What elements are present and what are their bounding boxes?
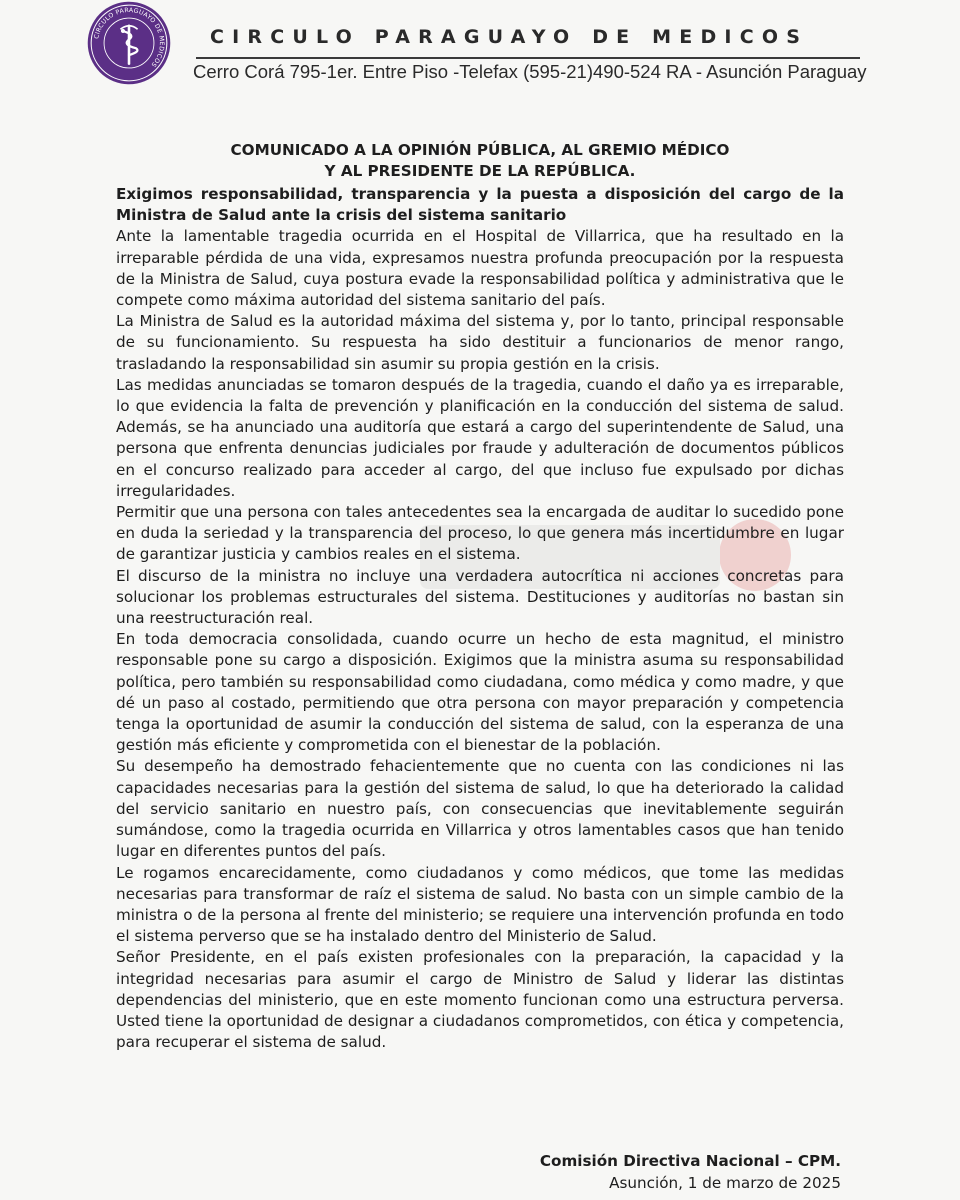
place-date: Asunción, 1 de marzo de 2025 (609, 1174, 841, 1192)
letterhead-divider (196, 57, 860, 59)
caduceus-icon (86, 0, 172, 86)
paragraph: La Ministra de Salud es la autoridad máxima del sistema y, por lo tanto, principal responsable de su funcionamiento. Su respuesta ha sido destituir a funcionarios de menor rango, trasladando la responsabilidad sin asumir su propia gestión en la crisis. (116, 312, 844, 373)
communique-title-line1: COMUNICADO A LA OPINIÓN PÚBLICA, AL GREMIO MÉDICO (230, 141, 730, 159)
signature-block (540, 1150, 841, 1194)
communique-body (116, 140, 844, 1053)
organization-address: Cerro Corá 795-1er. Entre Piso -Telefax (595-21)490-524 RA - Asunción Paraguay (193, 61, 867, 82)
paragraph: Le rogamos encarecidamente, como ciudadanos y como médicos, que tome las medidas necesarias para transformar de raíz el sistema de salud. No basta con un simple cambio de la ministra o de la persona al frente del ministerio; se requiere una intervención profunda en todo el sistema perverso que se ha instalado dentro del Ministerio de Salud. (116, 863, 844, 946)
letterhead (0, 0, 960, 100)
paragraph: Ante la lamentable tragedia ocurrida en el Hospital de Villarrica, que ha resultado en la irreparable pérdida de una vida, expresamos nuestra profunda preocupación por la respuesta de la Ministra de Salud, cuya postura evade la responsabilidad política y administrativa que le compete como máxima autoridad del sistema sanitario del país. (116, 227, 844, 310)
paragraph: En toda democracia consolidada, cuando ocurre un hecho de esta magnitud, el ministro responsable pone su cargo a disposición. Exigimos que la ministra asuma su responsabilidad política, pero también su responsabilidad como ciudadana, como médica y como madre, y que dé un paso al costado, permitiendo que otra persona con mayor preparación y competencia tenga la oportunidad de asumir la conducción del sistema de salud, con la esperanza de una gestión más eficiente y comprometida con el bienestar de la población. (116, 630, 844, 755)
paragraph: Las medidas anunciadas se tomaron después de la tragedia, cuando el daño ya es irreparable, lo que evidencia la falta de prevención y planificación en la conducción del sistema de salud. Además, se ha anunciado una auditoría que estará a cargo del superintendente de Salud, una persona que enfrenta denuncias judiciales por fraude y adulteración de documentos públicos en el concurso realizado para acceder al cargo, del que incluso fue expulsado por dichas irregularidades. (116, 375, 844, 500)
signature-name: Comisión Directiva Nacional – CPM. (539, 1152, 841, 1170)
paragraph: Su desempeño ha demostrado fehacientemente que no cuenta con las condiciones ni las capacidades necesarias para la gestión del sistema de salud, lo que ha deteriorado la calidad del servicio sanitario en nuestro país, con consecuencias que inevitablemente seguirán sumándose, como la tragedia ocurrida en Villarrica y otros lamentables casos que han tenido lugar en diferentes puntos del país. (116, 757, 844, 861)
paragraph: Permitir que una persona con tales antecedentes sea la encargada de auditar lo sucedido pone en duda la seriedad y la transparencia del proceso, lo que genera más incertidumbre en lugar de garantizar justicia y cambios reales en el sistema. (116, 503, 844, 564)
seal-text: CIRCULO PARAGUAYO DE MEDICOS (93, 6, 166, 69)
paragraph: Señor Presidente, en el país existen profesionales con la preparación, la capacidad y la integridad necesarias para asumir el cargo de Ministro de Salud y liderar las distintas dependencias del ministerio, que en este momento funcionan como una estructura perversa. Usted tiene la oportunidad de designar a ciudadanos comprometidos, con ética y competencia, para recuperar el sistema de salud. (116, 948, 844, 1052)
communique-subtitle: Exigimos responsabilidad, transparencia y la puesta a disposición del cargo de la Ministra de Salud ante la crisis del sistema sanitario (116, 185, 844, 225)
organization-name: CIRCULO PARAGUAYO DE MEDICOS (210, 26, 809, 48)
communique-title-line2: Y AL PRESIDENTE DE LA REPÚBLICA. (324, 162, 636, 180)
paragraph: El discurso de la ministra no incluye una verdadera autocrítica ni acciones concretas para solucionar los problemas estructurales del sistema. Destituciones y auditorías no bastan sin una reestructuración real. (116, 566, 844, 628)
